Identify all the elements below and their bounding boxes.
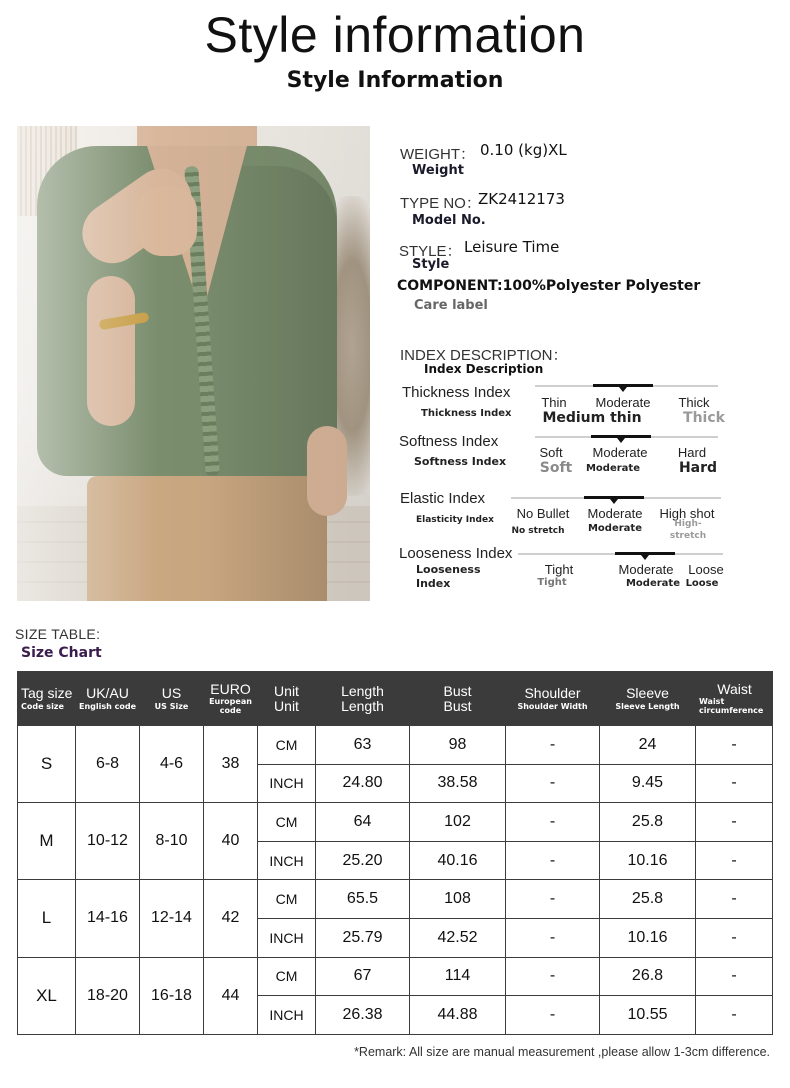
uk-cell: 10-12 [76, 803, 140, 880]
weight-label: WEIGHT： [400, 146, 475, 163]
sleeve-cell: 25.8 [600, 803, 696, 842]
elastic-sub-moderate: Moderate [587, 523, 642, 534]
col-us: US US Size [140, 672, 204, 726]
softness-sub-moderate: Moderate [585, 463, 640, 474]
page-title: Style information [204, 7, 586, 63]
col-sleeve: Sleeve Sleeve Length [600, 672, 696, 726]
length-cell: 25.79 [316, 918, 410, 957]
shoulder-cell: - [506, 918, 600, 957]
table-row [18, 957, 773, 996]
thickness-index-label: Thickness Index [402, 384, 511, 401]
elastic-index-sub: Elasticity Index [416, 515, 494, 525]
col-tag-size: Tag size Code size [18, 672, 76, 726]
softness-opt-soft: Soft [539, 445, 563, 460]
elastic-marker-icon [610, 499, 618, 504]
looseness-opt-moderate: Moderate [618, 562, 674, 577]
sleeve-cell: 24 [600, 726, 696, 765]
sleeve-cell: 10.16 [600, 918, 696, 957]
bust-cell: 40.16 [410, 841, 506, 880]
looseness-index-label: Looseness Index [399, 545, 513, 562]
elastic-opt-no-bullet: No Bullet [516, 506, 570, 521]
style-sub: Style [412, 257, 450, 272]
col-euro: EURO European code [204, 672, 258, 726]
length-cell: 26.38 [316, 996, 410, 1035]
col-shoulder: Shoulder Shoulder Width [506, 672, 600, 726]
type-no-value: ZK2412173 [478, 190, 565, 208]
unit-cell: CM [258, 726, 316, 765]
unit-cell: CM [258, 880, 316, 919]
us-cell: 16-18 [140, 957, 204, 1034]
shoulder-cell: - [506, 996, 600, 1035]
bust-cell: 102 [410, 803, 506, 842]
table-row [18, 726, 773, 765]
size-cell: L [18, 880, 76, 957]
looseness-sub-moderate: Moderate [625, 578, 680, 589]
length-cell: 24.80 [316, 764, 410, 803]
us-cell: 12-14 [140, 880, 204, 957]
uk-cell: 6-8 [76, 726, 140, 803]
page-subtitle: Style Information [286, 68, 504, 93]
bust-cell: 44.88 [410, 996, 506, 1035]
bust-cell: 108 [410, 880, 506, 919]
length-cell: 63 [316, 726, 410, 765]
elastic-opt-high-shot: High shot [659, 506, 715, 521]
thickness-index-sub: Thickness Index [421, 408, 512, 419]
component-text: COMPONENT:100%Polyester Polyester [397, 278, 701, 294]
sleeve-cell: 26.8 [600, 957, 696, 996]
col-unit: Unit Unit [258, 672, 316, 726]
bust-cell: 98 [410, 726, 506, 765]
size-table-label: SIZE TABLE: [15, 626, 101, 642]
col-length: Length Length [316, 672, 410, 726]
measurement-remark: *Remark: All size are manual measurement ,please allow 1-3cm difference. [354, 1045, 770, 1059]
col-uk-au: UK/AU English code [76, 672, 140, 726]
looseness-sub-loose: Loose [685, 578, 719, 589]
shoulder-cell: - [506, 764, 600, 803]
size-cell: M [18, 803, 76, 880]
unit-cell: INCH [258, 996, 316, 1035]
softness-sub-hard: Hard [678, 460, 718, 476]
thickness-opt-moderate: Moderate [595, 395, 651, 410]
softness-index-label: Softness Index [399, 433, 499, 450]
waist-cell: - [696, 957, 773, 996]
euro-cell: 40 [204, 803, 258, 880]
type-no-sub: Model No. [412, 213, 486, 228]
weight-sub: Weight [412, 163, 464, 178]
waist-cell: - [696, 996, 773, 1035]
looseness-opt-tight: Tight [544, 562, 574, 577]
size-chart-header-row [18, 672, 773, 726]
col-waist: Waist Waist circumference [696, 672, 773, 726]
uk-cell: 14-16 [76, 880, 140, 957]
size-cell: XL [18, 957, 76, 1034]
softness-index-sub: Softness Index [414, 455, 507, 468]
length-cell: 65.5 [316, 880, 410, 919]
unit-cell: CM [258, 957, 316, 996]
thickness-marker-icon [619, 387, 627, 392]
sleeve-cell: 25.8 [600, 880, 696, 919]
shoulder-cell: - [506, 880, 600, 919]
looseness-sub-tight: Tight [537, 577, 567, 588]
looseness-marker-icon [641, 555, 649, 560]
product-photo [17, 126, 370, 601]
us-cell: 4-6 [140, 726, 204, 803]
bust-cell: 42.52 [410, 918, 506, 957]
style-value: Leisure Time [464, 238, 560, 256]
length-cell: 67 [316, 957, 410, 996]
thickness-opt-thick: Thick [678, 395, 710, 410]
elastic-sub-no-stretch: No stretch [511, 526, 565, 536]
euro-cell: 42 [204, 880, 258, 957]
elastic-sub-high-stretch: High- stretch [669, 519, 707, 541]
thickness-sub-thick: Thick [683, 410, 725, 426]
type-no-label: TYPE NO： [400, 195, 481, 212]
size-cell: S [18, 726, 76, 803]
length-cell: 64 [316, 803, 410, 842]
index-description-title: INDEX DESCRIPTION： [400, 347, 568, 364]
elastic-opt-moderate: Moderate [587, 506, 643, 521]
unit-cell: INCH [258, 918, 316, 957]
euro-cell: 38 [204, 726, 258, 803]
waist-cell: - [696, 841, 773, 880]
photo-lighting [17, 126, 370, 601]
col-bust: Bust Bust [410, 672, 506, 726]
unit-cell: INCH [258, 764, 316, 803]
softness-opt-moderate: Moderate [592, 445, 648, 460]
length-cell: 25.20 [316, 841, 410, 880]
waist-cell: - [696, 764, 773, 803]
softness-opt-hard: Hard [677, 445, 707, 460]
unit-cell: INCH [258, 841, 316, 880]
waist-cell: - [696, 726, 773, 765]
size-chart-label: Size Chart [21, 645, 102, 661]
shoulder-cell: - [506, 803, 600, 842]
style-label: STYLE： [399, 243, 462, 260]
shoulder-cell: - [506, 841, 600, 880]
waist-cell: - [696, 880, 773, 919]
table-row [18, 880, 773, 919]
softness-sub-soft: Soft [539, 460, 573, 476]
weight-value: 0.10 (kg)XL [480, 141, 567, 159]
table-row [18, 803, 773, 842]
waist-cell: - [696, 803, 773, 842]
unit-cell: CM [258, 803, 316, 842]
softness-marker-icon [617, 438, 625, 443]
euro-cell: 44 [204, 957, 258, 1034]
care-label: Care label [414, 298, 488, 313]
looseness-opt-loose: Loose [688, 562, 724, 577]
elastic-index-label: Elastic Index [400, 490, 486, 507]
thickness-opt-thin: Thin [541, 395, 567, 410]
waist-cell: - [696, 918, 773, 957]
bust-cell: 114 [410, 957, 506, 996]
size-chart-table [17, 671, 773, 1035]
us-cell: 8-10 [140, 803, 204, 880]
sleeve-cell: 10.55 [600, 996, 696, 1035]
shoulder-cell: - [506, 957, 600, 996]
shoulder-cell: - [506, 726, 600, 765]
bust-cell: 38.58 [410, 764, 506, 803]
looseness-index-sub: Looseness Index [416, 563, 481, 591]
uk-cell: 18-20 [76, 957, 140, 1034]
index-description-subtitle: Index Description [424, 362, 544, 376]
sleeve-cell: 10.16 [600, 841, 696, 880]
thickness-sub-medium-thin: Medium thin [542, 410, 642, 426]
sleeve-cell: 9.45 [600, 764, 696, 803]
